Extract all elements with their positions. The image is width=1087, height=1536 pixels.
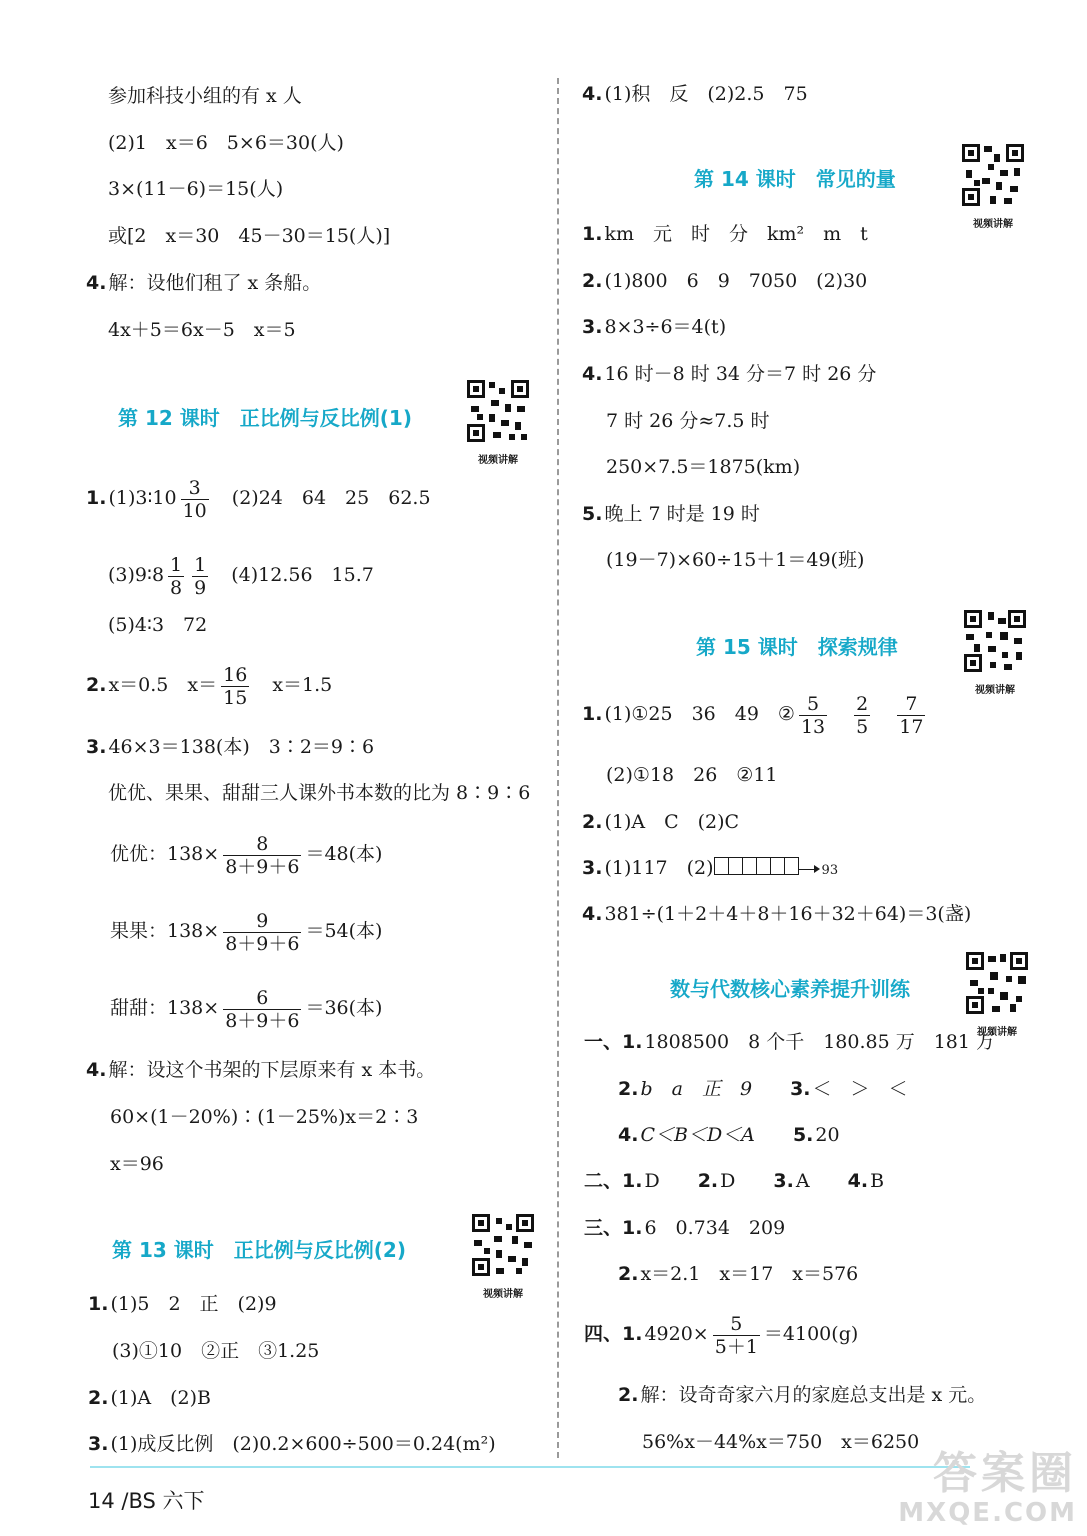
qr-caption: 视频讲解 <box>973 219 1013 230</box>
answer-line <box>86 661 332 709</box>
qr-caption: 视频讲解 <box>483 1289 523 1300</box>
answer-line: x＝96 <box>110 1153 164 1175</box>
answer-text: x＝0.5 x＝ <box>108 674 218 696</box>
answer-text: 4920× <box>644 1323 709 1345</box>
question-number: 2. <box>618 1263 639 1285</box>
qr-code-icon[interactable] <box>960 142 1026 208</box>
question-number: 1. <box>86 487 107 509</box>
answer-line <box>88 1386 211 1410</box>
answer-text: (1)800 6 9 7050 (2)30 <box>604 270 868 292</box>
answer-text: (1)①25 36 49 ② <box>604 703 795 725</box>
answer-line <box>108 551 374 599</box>
answer-text: (2)24 64 25 62.5 <box>231 487 431 509</box>
answer-line: 250×7.5＝1875(km) <box>606 456 801 478</box>
fraction: $\frac{16}{15}$ <box>223 663 248 709</box>
watermark-logo <box>898 1450 1077 1528</box>
answer-text: (1)A C (2)C <box>604 811 740 833</box>
question-number: 2. <box>618 1078 639 1100</box>
answer-line <box>86 271 321 295</box>
answer-line <box>582 810 739 834</box>
question-number: 一、1. <box>584 1031 643 1053</box>
answer-text: 6 0.734 209 <box>644 1217 786 1239</box>
answer-line <box>582 269 867 293</box>
answer-text: D <box>720 1170 736 1192</box>
answer-text: 1808500 8 个千 180.85 万 181 万 <box>644 1031 996 1053</box>
answer-text: ＝48(本) <box>305 843 383 865</box>
answer-line <box>86 474 431 522</box>
answer-line <box>618 1077 908 1101</box>
answer-text: x＝1.5 <box>272 674 333 696</box>
answer-line <box>582 315 726 339</box>
answer-line <box>582 902 971 926</box>
answer-text: 93 <box>821 863 839 878</box>
answer-line: 60×(1－20%)∶(1－25%)x＝2∶3 <box>110 1106 419 1128</box>
answer-line: 7 时 26 分≈7.5 时 <box>606 410 770 432</box>
answer-line: 56%x－44%x＝750 x＝6250 <box>642 1431 920 1453</box>
arrow-right-icon <box>798 869 818 870</box>
answer-text: 甜甜：138× <box>110 997 220 1019</box>
question-number: 1. <box>88 1293 109 1315</box>
section-heading: 第 12 课时 正比例与反比例(1) <box>118 406 412 430</box>
answer-line: (2)1 x＝6 5×6＝30(人) <box>108 132 344 154</box>
answer-line: (5)4∶3 72 <box>108 614 208 636</box>
fraction: $\frac{1}{9}$ <box>194 553 207 599</box>
fraction: $\frac{6}{8+9+6}$ <box>225 986 300 1032</box>
fraction: $\frac{5}{13}$ <box>800 692 826 738</box>
answer-line: 或[2 x＝30 45－30＝15(人)] <box>108 225 391 247</box>
question-number: 1. <box>582 223 603 245</box>
question-number: 3. <box>773 1170 794 1192</box>
section-heading: 第 14 课时 常见的量 <box>694 167 896 191</box>
answer-line <box>88 1432 496 1456</box>
qr-code-icon[interactable] <box>964 950 1030 1016</box>
answer-line: 4x＋5＝6x－5 x＝5 <box>108 319 296 341</box>
answer-text: b a 正 9 <box>640 1078 753 1100</box>
footer-rule <box>90 1466 970 1468</box>
answer-line <box>584 1310 858 1358</box>
fraction: $\frac{1}{8}$ <box>170 553 183 599</box>
question-number: 四、1. <box>584 1323 643 1345</box>
question-number: 2. <box>618 1384 639 1406</box>
answer-line <box>582 362 876 386</box>
answer-line <box>618 1123 840 1147</box>
answer-text: (1)3∶10 <box>108 487 177 509</box>
question-number: 二、1. <box>584 1170 643 1192</box>
answer-text: (1)A (2)B <box>110 1387 211 1409</box>
qr-code-icon[interactable] <box>470 1212 536 1278</box>
answer-text: A <box>795 1170 810 1192</box>
answer-line <box>582 82 808 106</box>
answer-line <box>584 1216 785 1240</box>
question-number: 三、1. <box>584 1217 643 1239</box>
question-number: 4. <box>582 903 603 925</box>
answer-text: (1)117 (2) <box>604 857 714 879</box>
question-number: 3. <box>582 316 603 338</box>
watermark-url: MXQE.COM <box>898 1498 1077 1528</box>
answer-line <box>582 222 868 246</box>
answer-text: 16 时－8 时 34 分＝7 时 26 分 <box>604 363 877 385</box>
fraction: $\frac{8}{8+9+6}$ <box>225 832 300 878</box>
answer-text: (1)积 反 (2)2.5 75 <box>604 83 808 105</box>
question-number: 3. <box>790 1078 811 1100</box>
answer-text: B <box>870 1170 885 1192</box>
answer-line <box>618 1383 986 1407</box>
answer-line: (3)①10 ②正 ③1.25 <box>112 1340 320 1362</box>
question-number: 4. <box>86 272 107 294</box>
answer-line: 参加科技小组的有 x 人 <box>108 85 302 107</box>
fraction: $\frac{5}{5+1}$ <box>714 1312 758 1358</box>
answer-text: ＝4100(g) <box>763 1323 859 1345</box>
answer-text: 解：设他们租了 x 条船。 <box>108 272 322 294</box>
question-number: 4. <box>582 83 603 105</box>
answer-text: ＜ ＞ ＜ <box>812 1078 908 1100</box>
fraction: $\frac{3}{10}$ <box>182 476 207 522</box>
question-number: 3. <box>86 736 107 758</box>
answer-text: 20 <box>815 1124 840 1146</box>
box-sequence <box>714 857 798 881</box>
answer-line: (19－7)×60÷15＋1＝49(班) <box>606 549 865 571</box>
page-footer: 14 /BS 六下 <box>88 1489 205 1513</box>
qr-code-icon[interactable] <box>465 378 531 444</box>
qr-caption: 视频讲解 <box>478 455 518 466</box>
answer-line: 优优、果果、甜甜三人课外书本数的比为 8∶9∶6 <box>108 782 531 804</box>
question-number: 2. <box>697 1170 719 1192</box>
answer-text: x＝2.1 x＝17 x＝576 <box>640 1263 859 1285</box>
answer-line: 3×(11－6)＝15(人) <box>108 178 284 200</box>
answer-text: km 元 时 分 km² m t <box>604 223 868 245</box>
answer-text: D <box>644 1170 660 1192</box>
answer-text: 8×3÷6＝4(t) <box>604 316 727 338</box>
column-divider <box>557 78 559 1458</box>
answer-line <box>86 735 374 759</box>
question-number: 4. <box>847 1170 869 1192</box>
answer-line <box>88 1292 277 1316</box>
question-number: 2. <box>582 270 603 292</box>
question-number: 1. <box>582 703 603 725</box>
answer-text: ＝54(本) <box>305 920 383 942</box>
question-number: 4. <box>582 363 603 385</box>
answer-line <box>110 984 382 1032</box>
answer-text: 果果：138× <box>110 920 220 942</box>
question-number: 2. <box>88 1387 109 1409</box>
qr-caption: 视频讲解 <box>975 685 1015 696</box>
section-heading: 第 13 课时 正比例与反比例(2) <box>112 1238 406 1262</box>
answer-line <box>110 907 382 955</box>
section-heading: 数与代数核心素养提升训练 <box>670 977 910 1001</box>
answer-text: 优优：138× <box>110 843 220 865</box>
answer-line <box>582 690 929 738</box>
question-number: 4. <box>618 1124 639 1146</box>
fraction: $\frac{9}{8+9+6}$ <box>225 909 300 955</box>
answer-text: 46×3＝138(本) 3∶2＝9∶6 <box>108 736 375 758</box>
answer-text: 解：设奇奇家六月的家庭总支出是 x 元。 <box>640 1384 987 1406</box>
answer-line <box>584 1169 884 1193</box>
answer-text: 381÷(1＋2＋4＋8＋16＋32＋64)＝3(盏) <box>604 903 972 925</box>
answer-text: ＝36(本) <box>305 997 383 1019</box>
qr-caption: 视频讲解 <box>977 1027 1017 1038</box>
answer-text: 晚上 7 时是 19 时 <box>604 503 760 525</box>
answer-text: C＜B＜D＜A <box>640 1124 755 1146</box>
question-number: 2. <box>582 811 603 833</box>
answer-line <box>584 1030 995 1054</box>
answer-text: 解：设这个书架的下层原来有 x 本书。 <box>108 1059 436 1081</box>
qr-code-icon[interactable] <box>962 608 1028 674</box>
answer-line <box>582 502 760 526</box>
answer-text: (3)9∶8 <box>108 564 165 586</box>
question-number: 3. <box>582 857 603 879</box>
answer-line <box>582 856 838 883</box>
fraction: $\frac{7}{17}$ <box>899 692 924 738</box>
answer-line <box>618 1262 858 1286</box>
question-number: 2. <box>86 674 107 696</box>
answer-text: (4)12.56 15.7 <box>231 564 374 586</box>
answer-text: (1)成反比例 (2)0.2×600÷500＝0.24(m²) <box>110 1433 496 1455</box>
watermark-text: 答案圈 <box>933 1448 1077 1499</box>
fraction: $\frac{2}{5}$ <box>856 692 869 738</box>
question-number: 5. <box>582 503 603 525</box>
answer-line <box>110 830 382 878</box>
answer-line: (2)①18 26 ②11 <box>606 764 778 786</box>
answer-text: (1)5 2 正 (2)9 <box>110 1293 277 1315</box>
question-number: 5. <box>792 1124 814 1146</box>
question-number: 3. <box>88 1433 109 1455</box>
section-heading: 第 15 课时 探索规律 <box>696 635 898 659</box>
question-number: 4. <box>86 1059 107 1081</box>
answer-line <box>86 1058 435 1082</box>
